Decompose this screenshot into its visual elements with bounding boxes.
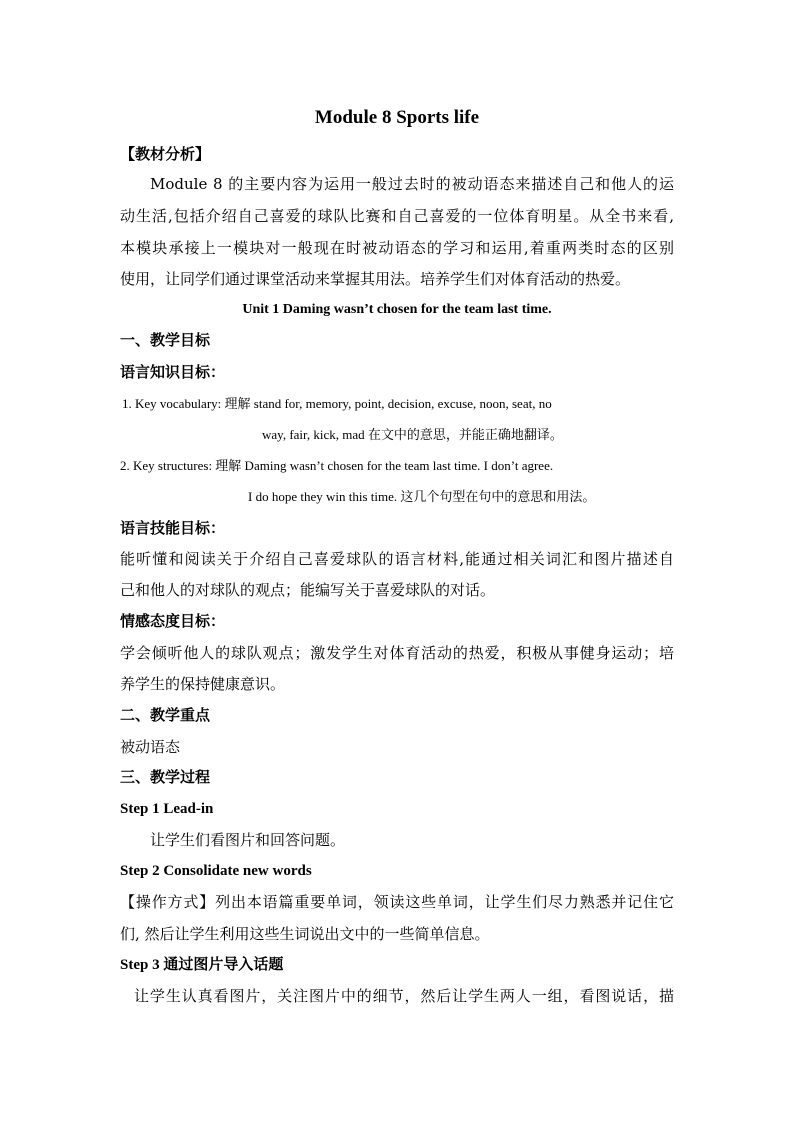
emotion-heading: 情感态度目标： <box>120 612 226 630</box>
step2-heading: Step 2 Consolidate new words <box>120 863 312 879</box>
key-structures-line-2: I do hope they win this time. 这几个句型在句中的意思和用法。 <box>248 489 596 504</box>
language-skill-line-1: 能听懂和阅读关于介绍自己喜爱球队的语言材料,能通过相关词汇和图片描述自 <box>120 550 674 568</box>
key-points-text: 被动语态 <box>120 738 181 756</box>
key-vocabulary-line-2: way, fair, kick, mad 在文中的意思，并能正确地翻译。 <box>262 427 563 442</box>
analysis-line-4: 使用，让同学们通过课堂活动来掌握其用法。培养学生们对体育活动的热爱。 <box>120 270 631 288</box>
language-skill-line-2: 己和他人的对球队的观点；能编写关于喜爱球队的对话。 <box>120 581 496 599</box>
emotion-line-2: 养学生的保持健康意识。 <box>120 675 286 693</box>
language-skill-heading: 语言技能目标： <box>120 519 226 537</box>
step2-line-2: 们, 然后让学生利用这些生词说出文中的一些简单信息。 <box>120 925 490 943</box>
step2-line-1: 【操作方式】列出本语篇重要单词，领读这些单词，让学生们尽力熟悉并记住它 <box>120 893 674 911</box>
document-title: Module 8 Sports life <box>314 107 480 128</box>
emotion-line-1: 学会倾听他人的球队观点；激发学生对体育活动的热爱，积极从事健身运动；培 <box>120 644 674 662</box>
goals-heading: 一、教学目标 <box>120 331 211 349</box>
key-points-heading: 二、教学重点 <box>120 706 211 724</box>
analysis-line-2: 动生活,包括介绍自己喜爱的球队比赛和自己喜爱的一位体育明星。从全书来看, <box>120 207 674 225</box>
step3-heading: Step 3 通过图片导入话题 <box>120 957 284 973</box>
key-structures-line-1: 2. Key structures: 理解 Daming wasn’t chosen for the team last time. I don’t agree. <box>120 458 554 473</box>
step3-text: 让学生认真看图片，关注图片中的细节，然后让学生两人一组，看图说话，描 <box>134 987 674 1005</box>
step1-text: 让学生们看图片和回答问题。 <box>150 831 346 849</box>
process-heading: 三、教学过程 <box>120 768 211 786</box>
analysis-line-1: Module 8 的主要内容为运用一般过去时的被动语态来描述自己和他人的运 <box>150 175 674 193</box>
language-knowledge-heading: 语言知识目标： <box>120 363 226 381</box>
key-vocabulary-line-1: 1. Key vocabulary: 理解 stand for, memory, point, decision, excuse, noon, seat, no <box>122 396 552 411</box>
section-analysis-heading: 【教材分析】 <box>120 145 211 163</box>
analysis-line-3: 本模块承接上一模块对一般现在时被动语态的学习和运用,着重两类时态的区别 <box>120 239 674 257</box>
unit-title: Unit 1 Daming wasn’t chosen for the team last time. <box>242 302 552 317</box>
step1-heading: Step 1 Lead-in <box>120 801 214 817</box>
